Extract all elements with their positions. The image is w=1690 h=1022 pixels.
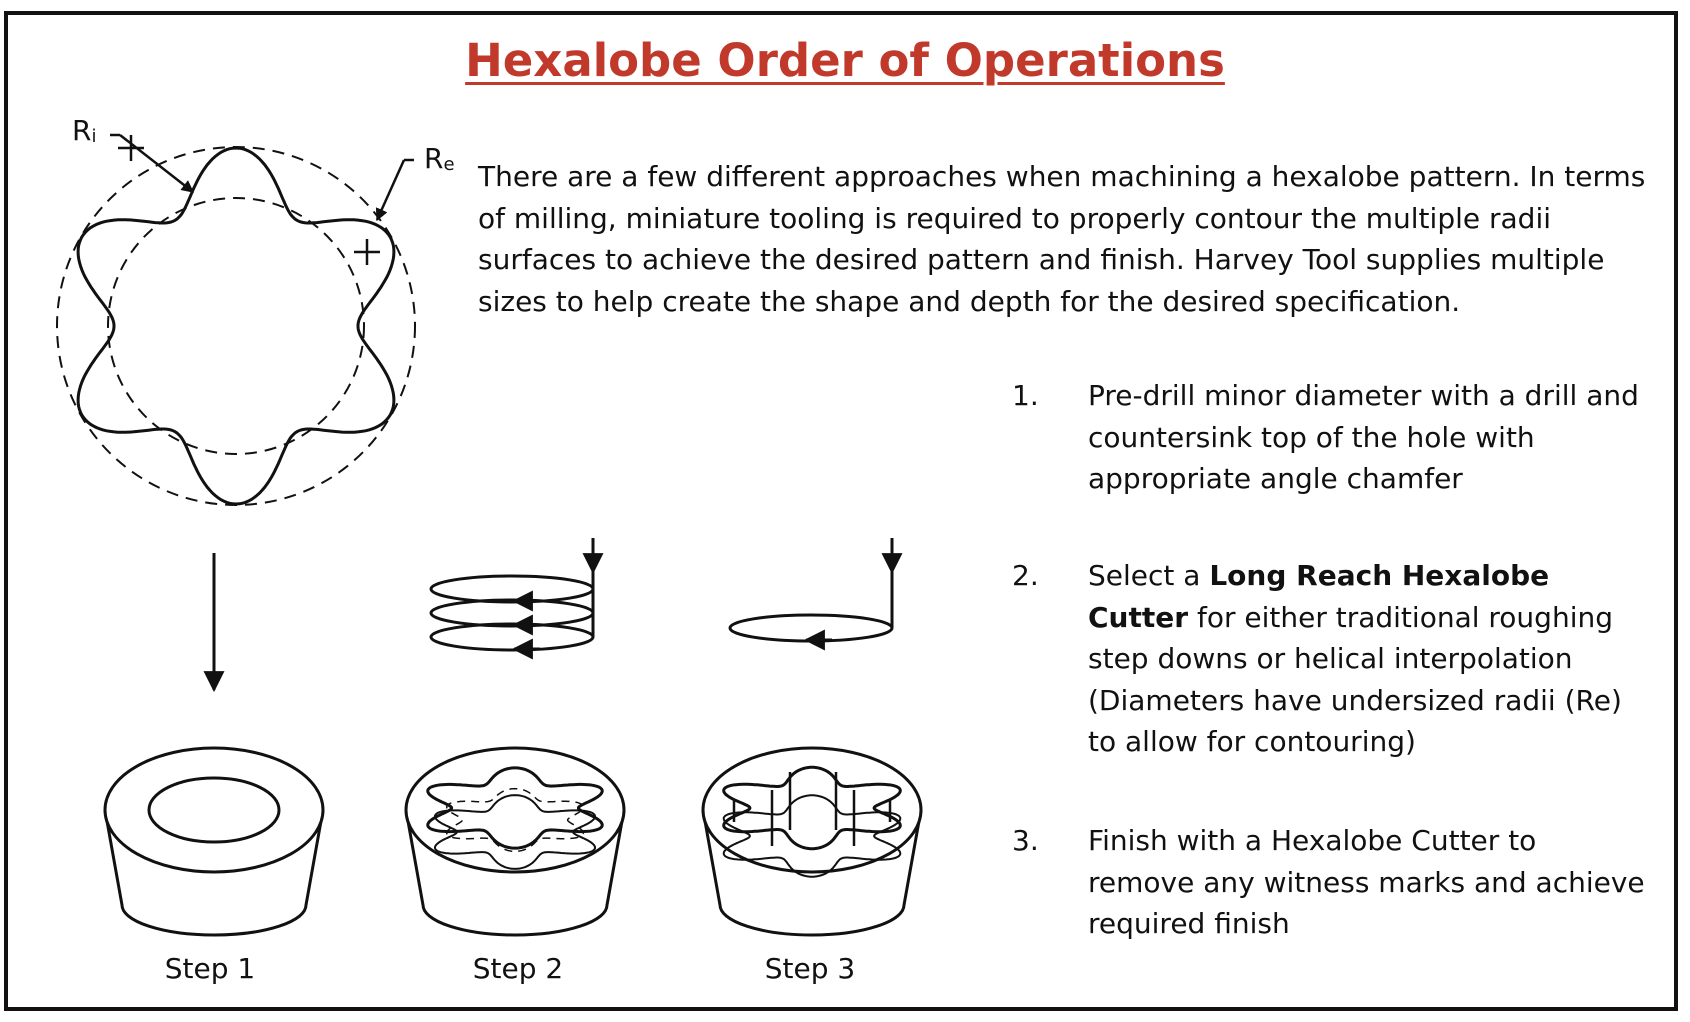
step-1-number: 1. [1012, 379, 1039, 412]
outer-radius-label: $R_e$ [424, 142, 455, 175]
crosshair-marks [118, 135, 380, 265]
step-1-workpiece [105, 748, 323, 935]
inner-radius-label: $R_i$ [72, 114, 97, 147]
outer-dashed-circle [57, 147, 415, 505]
step-2-helical-toolpath [431, 538, 593, 650]
page-title: Hexalobe Order of Operations [465, 34, 1225, 87]
step-3-workpiece [703, 748, 921, 935]
step-3-number: 3. [1012, 824, 1039, 857]
step-1-text: Pre-drill minor diameter with a drill and countersink top of the hole with appropriate angle chamfer [1088, 379, 1639, 495]
intro-paragraph: There are a few different approaches when machining a hexalobe pattern. In terms of milling, miniature tooling is required to properly contour the multiple radii surfaces to achieve the desired pattern and finish. Harvey Tool supplies multiple sizes to help create the shape and depth for the desired specification. [478, 160, 1646, 318]
hexalobe-outline [78, 148, 394, 504]
step-2-label: Step 2 [472, 952, 564, 985]
step-1-label: Step 1 [164, 952, 256, 985]
step-3-label: Step 3 [764, 952, 856, 985]
inner-dashed-circle [108, 198, 364, 454]
step-2-product-name: Long Reach Hexalobe Cutter [1088, 559, 1550, 634]
step-2-number: 2. [1012, 559, 1039, 592]
hexalobe-profile [57, 135, 415, 505]
step-3-contour-toolpath [730, 538, 892, 641]
radius-leaders [110, 135, 414, 220]
step-2-text-pre: Select a [1088, 559, 1210, 592]
step-2-note: (Diameters have undersized radii (Re) to allow for contouring) [1088, 683, 1622, 758]
step-3-text: Finish with a Hexalobe Cutter to remove any witness marks and achieve required finish [1088, 824, 1645, 940]
step-2-workpiece [406, 748, 624, 935]
step-2-text-post: for either traditional roughing step downs or helical interpolation [1088, 600, 1613, 675]
